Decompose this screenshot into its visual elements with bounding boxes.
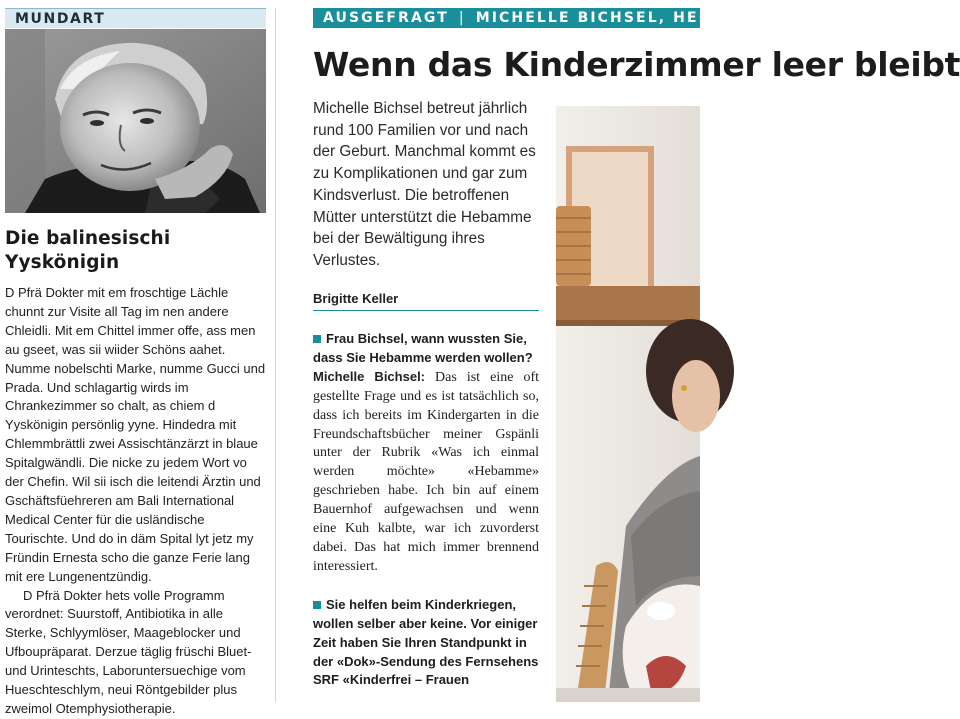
column-divider <box>275 8 276 702</box>
article-author: Brigitte Keller <box>313 291 539 311</box>
rubric-person: MICHELLE BICHSEL, HEBAMME <box>475 10 769 26</box>
question-text: Frau Bichsel, wann wussten Sie, dass Sie Hebamme werden wollen? <box>313 331 533 365</box>
interview-body <box>313 330 539 690</box>
question-marker-icon <box>313 335 321 343</box>
article-rubric <box>313 8 769 28</box>
column-rubric: MUNDART <box>5 8 266 28</box>
mundart-column <box>5 8 266 719</box>
answer-speaker: Michelle Bichsel: <box>313 368 426 384</box>
rubric-section: AUSGEFRAGT <box>323 10 449 26</box>
interview-question <box>313 330 539 368</box>
article-photo <box>556 106 700 702</box>
interview-answer <box>313 368 539 577</box>
column-body <box>5 284 266 719</box>
answer-text: Das ist eine oft gestellte Frage und es ist tatsächlich so, dass ich bereits im Kindergarten in die Freundschaftsbücher meiner Gspänli unter der Rubrik «Was ich einmal werden möchte» «Hebamme» geschrieben habe. Ich bin auf einem Bauernhof aufgewachsen und wenn eine Kuh kalbte, war ich zuvorderst dabei. Das hat mich immer brennend interessiert. <box>313 369 540 574</box>
question-text: Sie helfen beim Kinderkriegen, wollen selber aber keine. Vor einiger Zeit haben Sie Ihren Standpunkt in der «Dok»-Sendung des Fernsehens SRF «Kinderfrei – Frauen <box>313 596 539 688</box>
question-marker-icon <box>313 601 321 609</box>
column-headline: Die balinesischi Yyskönigin <box>5 228 171 273</box>
interview-question <box>313 596 539 691</box>
article-title: Wenn das Kinderzimmer leer bleibt <box>313 45 960 84</box>
article-lead: Michelle Bichsel betreut jährlich rund 100 Familien vor und nach der Geburt. Manchmal kommt es zu Komplikationen und gar zum Kindsverlust. Die betroffenen Mütter unterstützt die Hebamme bei der Bewältigung ihres Verlustes. <box>313 100 536 269</box>
author-portrait <box>5 29 266 213</box>
column-paragraph: D Pfrä Dokter hets volle Programm verordnet: Suurstoff, Antibiotika in alle Sterke, Schlyymlöser, Maageblocker und Ufboupräparat. Derzue täglig früschi Bluet- und Urinteschts, Laboruntersuechige vom Hueschteschlym, neui Röntgebilder plus zweimol Otemphysiotherapie. <box>5 587 252 716</box>
column-paragraph: D Pfrä Dokter mit em froschtige Lächle chunnt zur Visite all Tag im nen andere Chleidli. Mit em Chittel immer offe, ass men au gseet, was sii wiider Schöns aahet. Numme nobelschti Marke, numme Gucci und Prada. Und schlagartig wirds im Chrankezimmer so chalt, as chiem d Yyskönigin persönlig yyne. Hindedra mit Chlemmbrättli zwei Assischtänzärzt in blaue Spitalgwändli. Die nicke zu jedem Wort vo der Chefin. Wil sii isch die leitendi Ärztin und Gschäftsfüehreren am Bali International Medical Center für die usländische Tourischte. Und do in däm Spital lyt jetz my Fründin Ernesta scho die ganze Ferie lang mit ere Lungenentzündig. <box>5 285 266 584</box>
rubric-separator: | <box>458 10 466 26</box>
